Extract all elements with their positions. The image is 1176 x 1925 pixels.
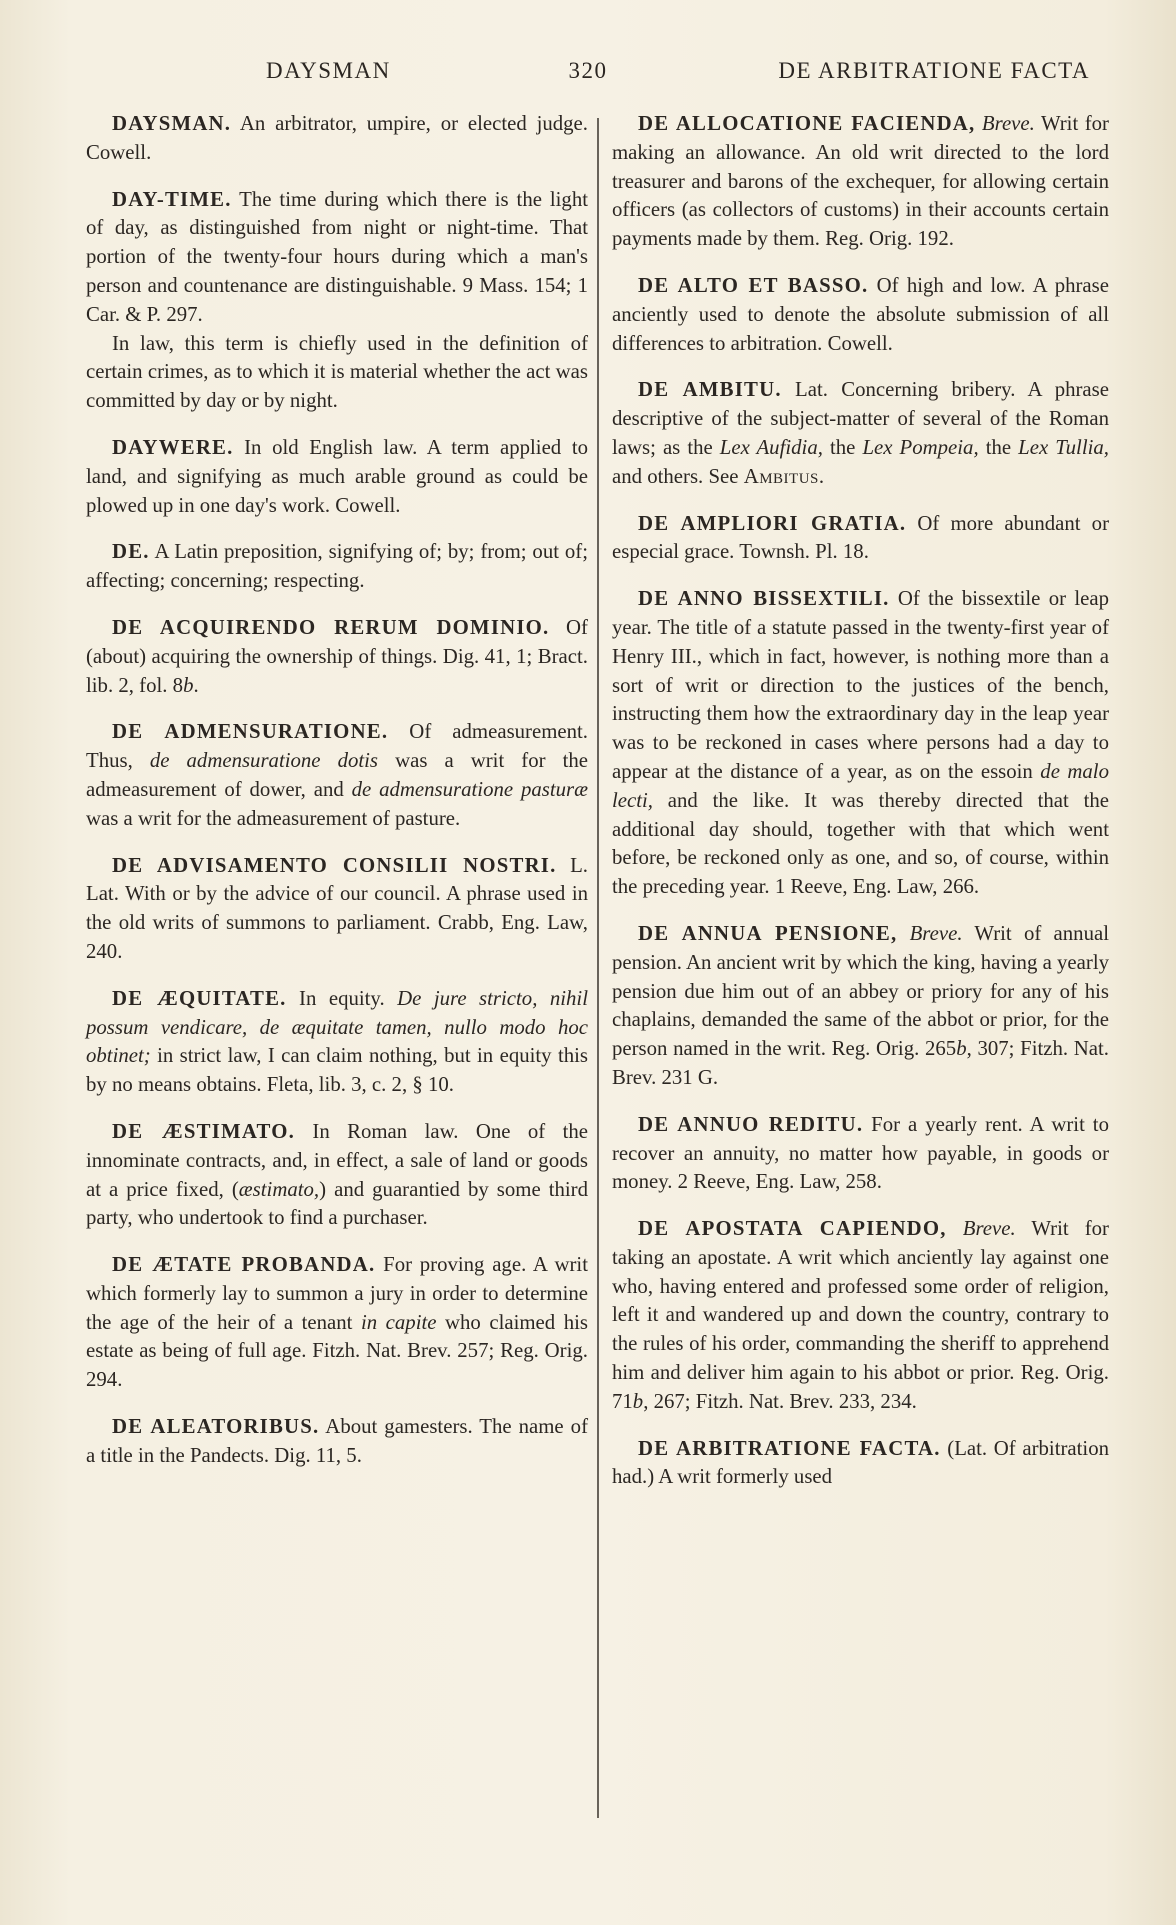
entry-de (86, 538, 588, 596)
page-number: 320 (568, 58, 608, 83)
latin-term: in capite (360, 1310, 437, 1334)
headword: DE AMPLIORI GRATIA. (638, 511, 907, 535)
entry-daysman (86, 110, 588, 168)
headword: DE ADVISAMENTO CONSILII NOSTRI. (112, 853, 557, 877)
definition: In old English law. A term applied to land, and signifying as much arable ground as could be plowed up in one day's work. Cowell. (86, 435, 588, 517)
entry-de-advisamento (86, 852, 588, 967)
latin-term: Lex Pompeia, (862, 435, 979, 459)
folio-suffix: b (632, 1389, 644, 1413)
latin-term: de admensuratione dotis (149, 749, 379, 773)
definition: Writ for making an allowance. An old writ directed to the lord treasurer and barons of the exchequer, for allowing certain officers (as collectors of customs) in their accounts certain payments made by them. Reg. Orig. 192. (612, 112, 1109, 251)
latin-term: de malo lecti, (612, 759, 1109, 812)
definition: Writ of annual pension. An ancient writ by which the king, having a yearly pension due him out of an abbey or priory for any of his chaplains, demanded the same of the abbot or prior, for the person named in the writ. Reg. Orig. 265 (612, 921, 1109, 1061)
headword: DE ANNUA PENSIONE, (638, 921, 898, 945)
latin-term: Breve. (975, 112, 1035, 135)
definition: An arbitrator, umpire, or elected judge. Cowell. (86, 112, 588, 164)
definition: L. Lat. With or by the advice of our council. A phrase used in the old writs of summons to parliament. Crabb, Eng. Law, 240. (86, 853, 589, 963)
entry-de-admensuratione (86, 718, 588, 833)
folio-suffix: b (956, 1037, 967, 1061)
entry-de-aleatoribus (86, 1413, 588, 1471)
definition: A Latin preposition, signifying of; by; from; out of; affecting; concerning; respecting. (86, 540, 588, 593)
column-divider (597, 118, 599, 1818)
headword: DAYSMAN. (112, 112, 232, 135)
running-header (86, 58, 1090, 92)
entry-de-apostata (612, 1215, 1109, 1417)
definition-end: . (818, 464, 825, 488)
entry-de-acquirendo (86, 614, 588, 700)
definition: For a yearly rent. A writ to recover an annuity, no matter how payable, in goods or money. 2 Reeve, Eng. Law, 258. (612, 1112, 1109, 1194)
definition: For proving age. A writ which formerly lay to summon a jury in order to determine the age of the heir of a tenant (86, 1253, 588, 1334)
definition: the (822, 435, 863, 459)
headword: DE AMBITU. (638, 378, 782, 402)
headword: DE ADMENSURATIONE. (112, 720, 389, 744)
entry-de-aetate (86, 1251, 588, 1395)
latin-term: æstimato, (238, 1177, 320, 1201)
definition: In Roman law. One of the innominate contracts, and, in effect, a sale of land or goods at a price fixed, ( (86, 1119, 589, 1201)
entry-daywere (86, 434, 588, 520)
latin-term: Lex Aufidia, (719, 435, 823, 459)
definition-end: . (193, 673, 199, 697)
entry-de-ambitu (612, 376, 1109, 491)
header-right-guideword: DE ARBITRATIONE FACTA (778, 58, 1090, 83)
definition-continued: In law, this term is chiefly used in the definition of certain crimes, as to which it is material whether the act was committed by day or by night. (86, 331, 588, 413)
entry-de-alto (612, 272, 1109, 358)
entry-de-aequitate (86, 985, 588, 1100)
definition: and the like. It was thereby directed that the additional day should, together with that which went before, be reckoned only as one, and so, of course, within the preceding year. 1 Reeve, Eng. Law, 266. (612, 788, 1109, 899)
latin-term: Lex Tullia, (1018, 435, 1109, 459)
definition: , 307; Fitzh. Nat. Brev. 231 G. (612, 1037, 1109, 1089)
entry-de-ampliori (612, 510, 1109, 568)
latin-term: Breve. (946, 1217, 1016, 1241)
latin-term: de admensuratione pasturæ (351, 777, 588, 801)
definition: was a writ for the admeasurement of dower, and (86, 749, 588, 801)
definition: Of admeasurement. Thus, (86, 720, 588, 773)
headword: DE ANNO BISSEXTILI. (638, 587, 890, 611)
definition: (Lat. Of arbitration had.) A writ formerly used (612, 1436, 1109, 1489)
entry-de-allocatione (612, 110, 1109, 254)
definition: and others. See (612, 464, 744, 488)
headword: DE ÆQUITATE. (112, 986, 287, 1010)
definition: Of high and low. A phrase anciently used to denote the absolute submission of all differences to arbitration. Cowell. (612, 273, 1109, 355)
headword: DE ALLOCATIONE FACIENDA, (638, 112, 976, 135)
entry-de-aestimato (86, 1118, 588, 1233)
entry-de-anno (612, 585, 1109, 902)
definition: Of the bissextile or leap year. The title of a statute passed in the twenty-first year of Henry III., which in fact, however, is nothing more than a sort of writ or direction to the justices of the bench, instructing them how the extraordinary day in the leap year was to be reckoned in cases where persons had a day to appear at the distance of a year, as on the essoin (612, 587, 1109, 783)
headword: DAYWERE. (112, 435, 234, 459)
entry-day-time (86, 186, 588, 416)
definition: the (978, 435, 1019, 459)
definition: in strict law, I can claim nothing, but in equity this by no means obtains. Fleta, lib. 3, c. 2, § 10. (86, 1044, 588, 1097)
headword: DE ALTO ET BASSO. (638, 273, 869, 297)
headword: DE ANNUO REDITU. (638, 1112, 864, 1136)
entry-de-annua (612, 920, 1109, 1093)
headword: DE. (112, 540, 150, 564)
headword: DE APOSTATA CAPIENDO, (638, 1217, 947, 1241)
definition: Writ for taking an apostate. A writ which anciently lay against one who, having entered and professed some order of religion, left it and wandered up and down the country, contrary to the rules of his order, commanding the sheriff to apprehend him and deliver him again to his abbot or prior. Reg. Orig. 71 (612, 1217, 1109, 1413)
headword: DE ACQUIRENDO RERUM DOMINIO. (112, 615, 550, 639)
definition: Of more abundant or especial grace. Townsh. Pl. 18. (612, 511, 1110, 564)
latin-term: Breve. (897, 921, 963, 945)
headword: DE ALEATORIBUS. (112, 1415, 320, 1439)
right-column (612, 110, 1109, 1510)
headword: DE ÆTATE PROBANDA. (112, 1253, 376, 1277)
cross-reference: Ambitus (743, 464, 819, 488)
headword: DE ARBITRATIONE FACTA. (638, 1436, 941, 1460)
folio-suffix: b (183, 673, 194, 697)
latin-maxim: De jure stricto, nihil possum vendicare, de æquitate tamen, nullo modo hoc obtinet; (86, 986, 588, 1068)
definition: was a writ for the admeasurement of pasture. (86, 806, 461, 830)
entry-de-annuo (612, 1111, 1109, 1197)
definition: Of (about) acquiring the ownership of things. Dig. 41, 1; Bract. lib. 2, fol. 8 (86, 615, 588, 697)
definition: In equity. (286, 986, 398, 1010)
headword: DAY-TIME. (112, 187, 232, 211)
definition: About gamesters. The name of a title in the Pandects. Dig. 11, 5. (86, 1415, 589, 1467)
entry-de-arbitratione (612, 1435, 1109, 1493)
headword: DE ÆSTIMATO. (112, 1119, 295, 1143)
definition: The time during which there is the light of day, as distinguished from night or night-time. That portion of the twenty-four hours during which a man's person and countenance are distinguishable. 9 Mass. 154; 1 Car. & P. 297. (86, 187, 588, 326)
definition: Lat. Concerning bribery. A phrase descriptive of the subject-matter of several of the Roman laws; as the (612, 378, 1109, 459)
left-column (86, 110, 588, 1489)
header-left-guideword: DAYSMAN (266, 58, 391, 83)
definition: who claimed his estate as being of full age. Fitzh. Nat. Brev. 257; Reg. Orig. 294. (86, 1310, 588, 1392)
definition: ) and guarantied by some third party, who undertook to find a purchaser. (86, 1177, 588, 1230)
definition: , 267; Fitzh. Nat. Brev. 233, 234. (643, 1389, 917, 1413)
